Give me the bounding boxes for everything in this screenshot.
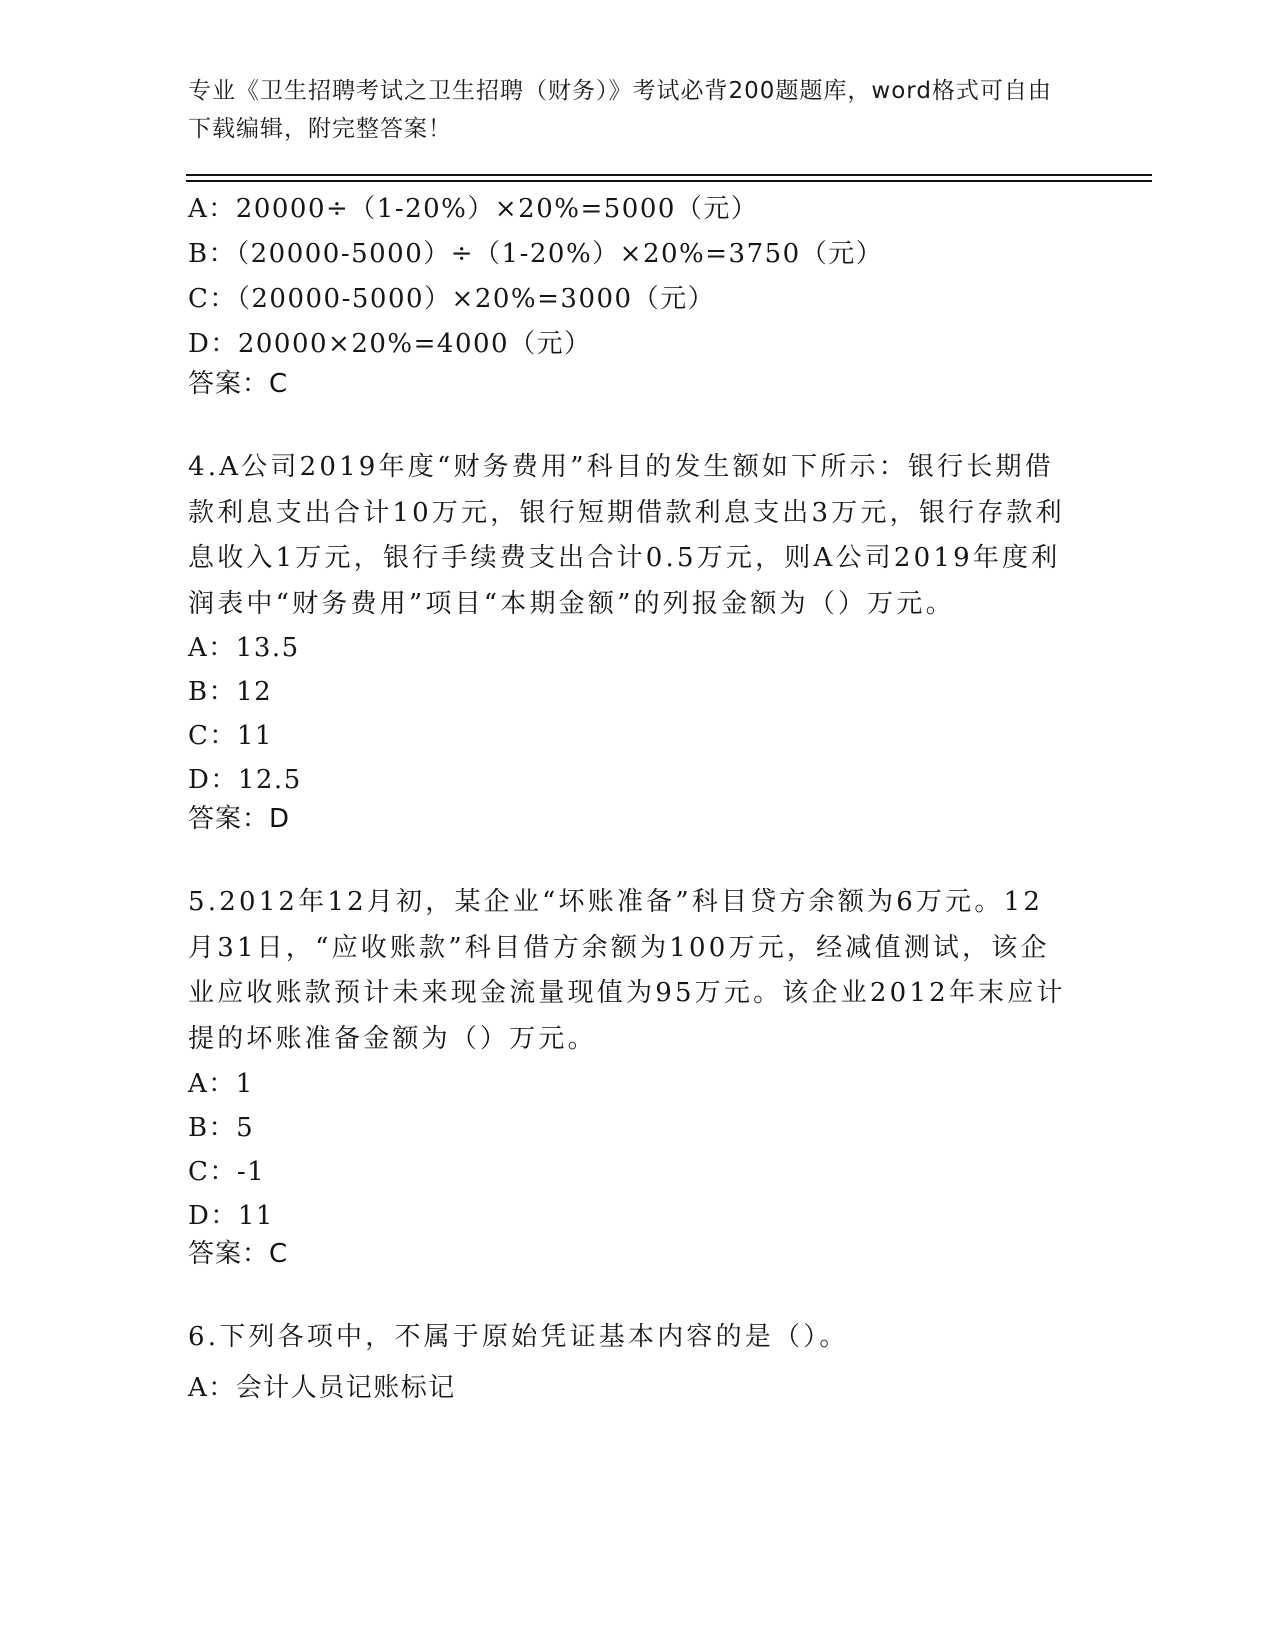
q3-option-d: D：20000×20%=4000（元）: [188, 329, 592, 359]
q5-answer: 答案：C: [188, 1239, 289, 1269]
header-divider-bottom: [186, 180, 1152, 182]
q5-option-b: B：5: [188, 1113, 255, 1143]
q5-stem: 5.2012年12月初，某企业“坏账准备”科目贷方余额为6万元。12月31日，“应收账款”科目借方余额为100万元，经减值测试，该企业应收账款预计未来现金流量现值为95万元。该企业2012年末应计提的坏账准备金额为（）万元。: [188, 887, 1066, 1054]
document-header: 专业《卫生招聘考试之卫生招聘（财务）》考试必背200题题库，word格式可自由下载编辑，附完整答案！: [188, 78, 1052, 142]
q4-option-b: B：12: [188, 677, 273, 707]
q3-answer: 答案：C: [188, 369, 289, 399]
q4-option-d: D：12.5: [188, 765, 302, 795]
q6-stem: 6.下列各项中，不属于原始凭证基本内容的是（）。: [188, 1322, 849, 1352]
q4-stem: 4.A公司2019年度“财务费用”科目的发生额如下所示：银行长期借款利息支出合计10万元，银行短期借款利息支出3万元，银行存款利息收入1万元，银行手续费支出合计0.5万元，则A公司2019年度利润表中“财务费用”项目“本期金额”的列报金额为（）万元。: [188, 452, 1065, 619]
q5-option-a: A：1: [188, 1069, 254, 1099]
q6-option-a: A：会计人员记账标记: [188, 1373, 456, 1403]
q4-answer: 答案：D: [188, 804, 291, 834]
q4-option-a: A：13.5: [188, 633, 300, 663]
q5-option-c: C：-1: [188, 1157, 266, 1187]
q5-option-d: D：11: [188, 1201, 274, 1231]
header-divider-top: [186, 174, 1152, 176]
q4-option-c: C：11: [188, 721, 273, 751]
q3-option-a: A：20000÷（1-20%）×20%=5000（元）: [188, 194, 759, 224]
q3-option-c: C：（20000-5000）×20%=3000（元）: [188, 284, 716, 314]
q3-option-b: B：（20000-5000）÷（1-20%）×20%=3750（元）: [188, 239, 884, 269]
